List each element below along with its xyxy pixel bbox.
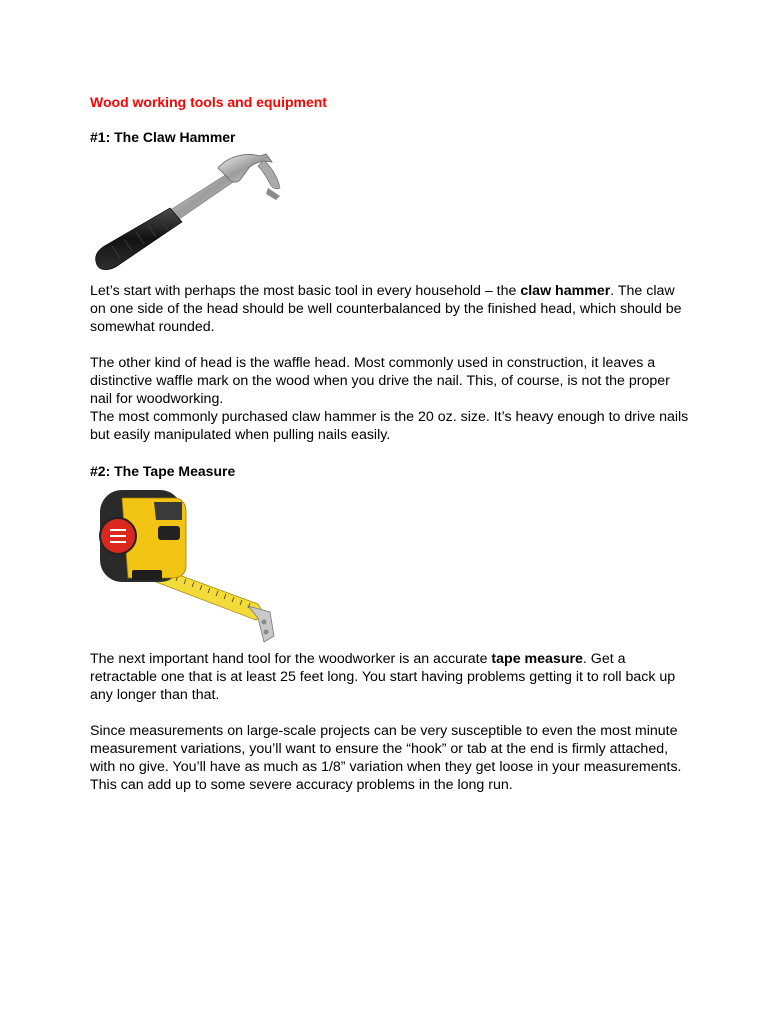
- claw-hammer-image: [90, 150, 290, 282]
- document-title: Wood working tools and equipment: [90, 94, 327, 110]
- paragraph-claw-hammer-intro: [90, 282, 690, 336]
- emphasis-tape-measure: tape measure: [491, 651, 583, 667]
- text-run: The next important hand tool for the woodworker is an accurate: [90, 651, 492, 667]
- text-run: Let’s start with perhaps the most basic tool in every household – the: [90, 283, 521, 299]
- emphasis-claw-hammer: claw hammer: [520, 283, 611, 299]
- section-heading-claw-hammer: #1: The Claw Hammer: [90, 129, 236, 145]
- section-heading-tape-measure: #2: The Tape Measure: [90, 463, 236, 479]
- paragraph-measurement-accuracy: Since measurements on large-scale projects can be very susceptible to even the most minute measurement variations, you’ll want to ensure the “hook” or tab at the end is firmly attached, with no give. You’ll have as much as 1/8” variation when they get loose in your measurements. This can add up to some severe accuracy problems in the long run.: [90, 723, 682, 793]
- text-run: . The claw on one side of the head should be well counterbalanced by the finished head, which should be somewhat rounded.: [90, 283, 682, 335]
- tape-measure-image: [98, 486, 280, 650]
- text-run: . Get a retractable one that is at least 25 feet long. You start having problems getting it to roll back up any longer than that.: [90, 651, 676, 703]
- paragraph-hammer-size: The most commonly purchased claw hammer is the 20 oz. size. It’s heavy enough to drive nails but easily manipulated when pulling nails easily.: [90, 409, 689, 443]
- document-page: [90, 93, 690, 794]
- paragraph-tape-measure-intro: [90, 650, 690, 704]
- paragraph-waffle-head: The other kind of head is the waffle head. Most commonly used in construction, it leaves a distinctive waffle mark on the wood when you drive the nail. This, of course, is not the proper nail for woodworking.: [90, 355, 670, 407]
